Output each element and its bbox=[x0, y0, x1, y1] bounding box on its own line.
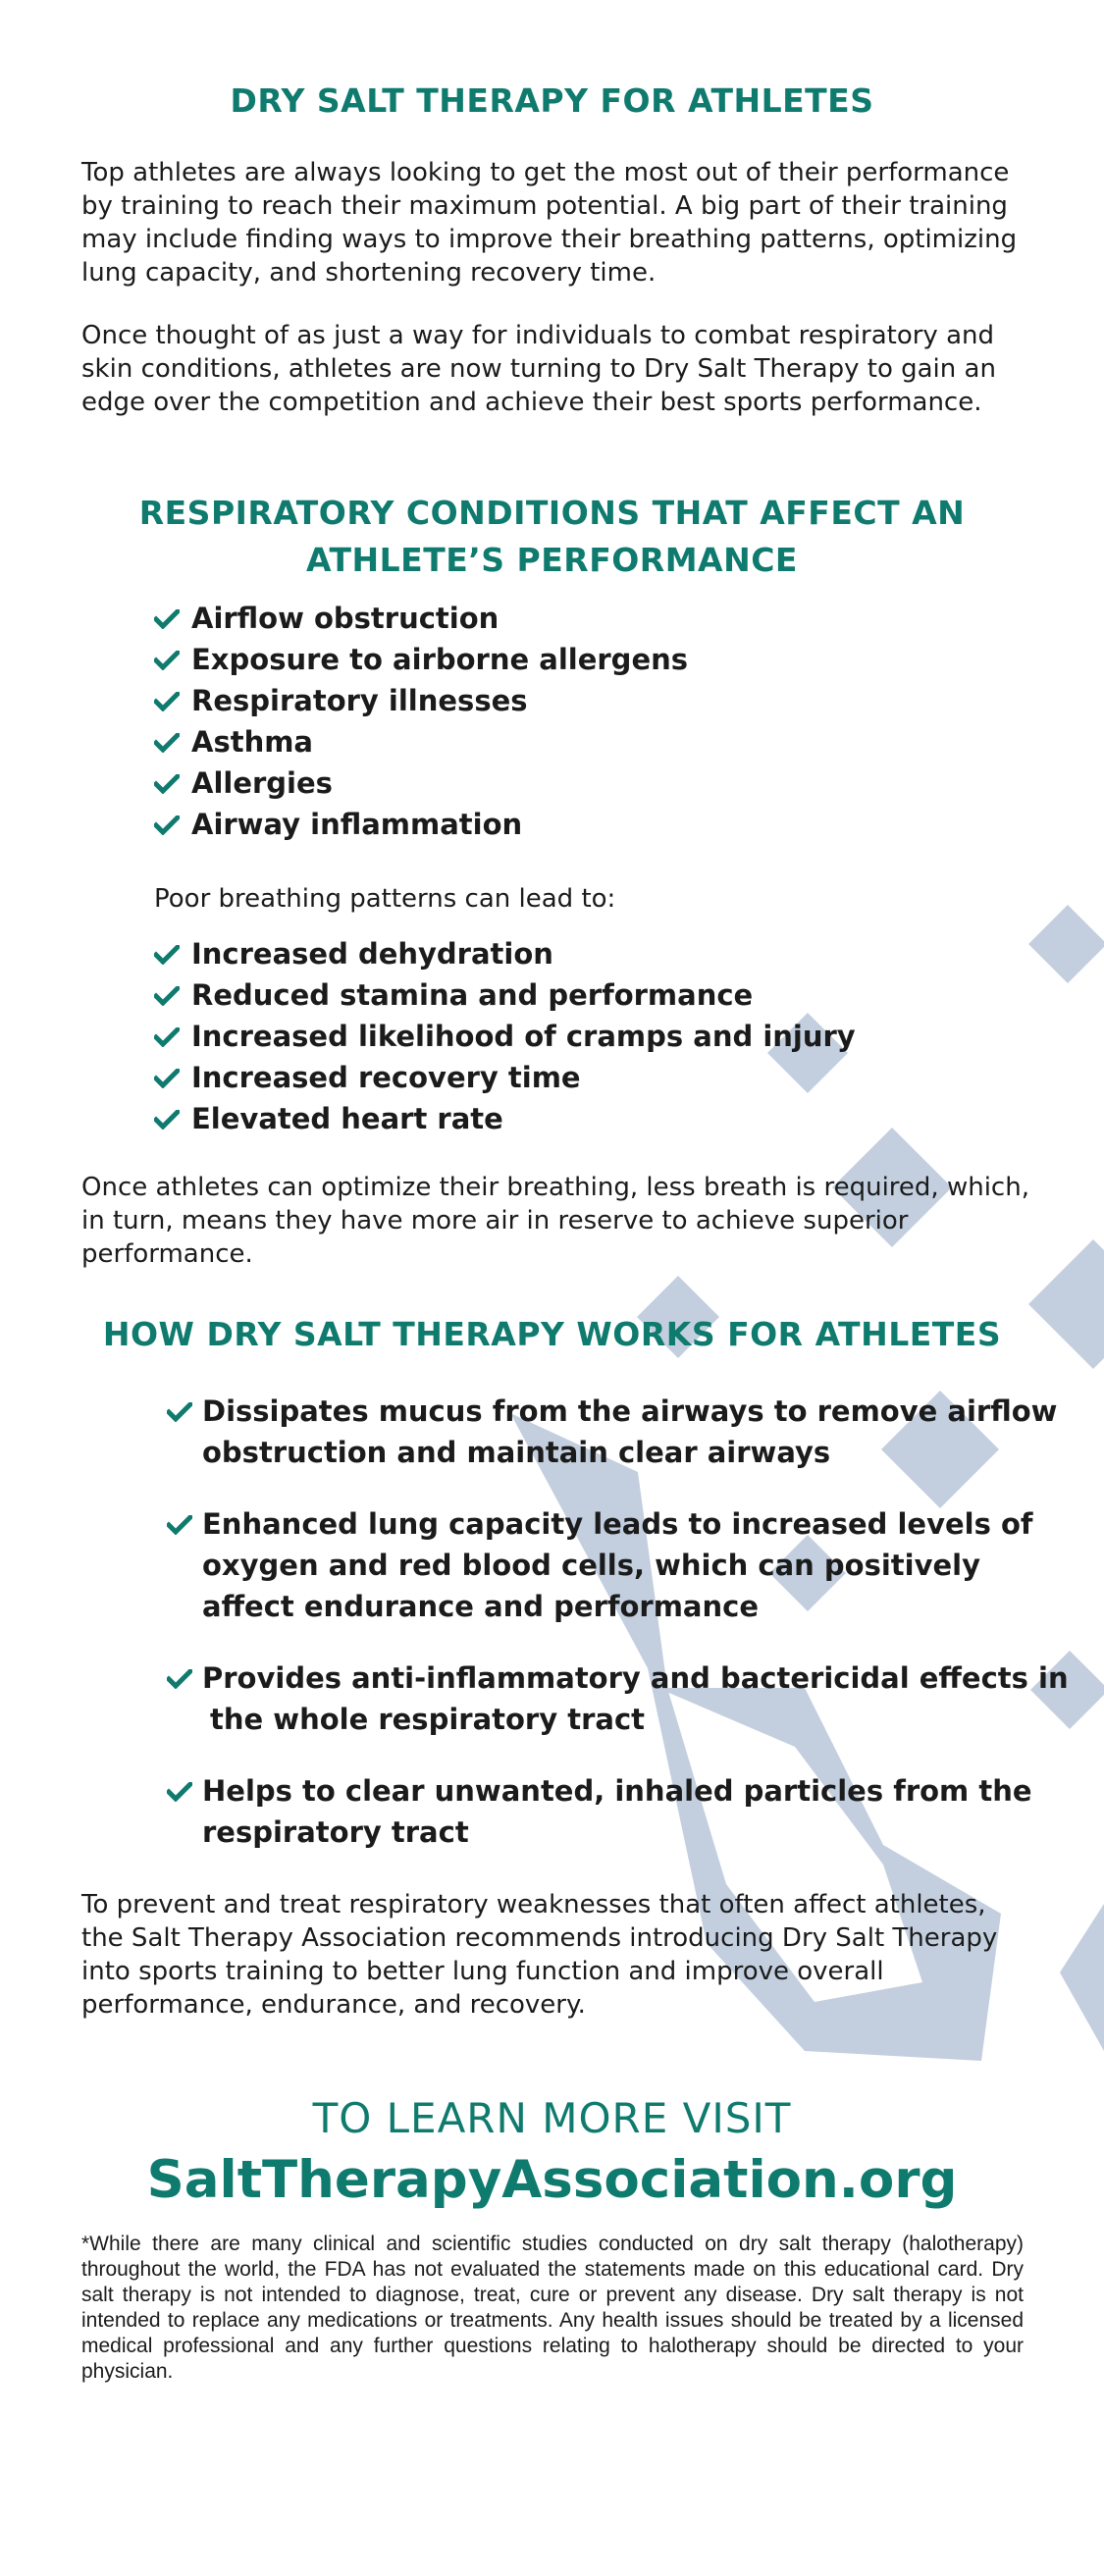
breathing-lead-text: Poor breathing patterns can lead to: bbox=[154, 884, 616, 914]
page-title: DRY SALT THERAPY FOR ATHLETES bbox=[230, 81, 874, 120]
disclaimer: *While there are many clinical and scientific studies conducted on dry salt therapy (halotherapy) throughout the world, the FDA has not evaluated the statements made on this educational card. Dry salt therapy is not intended to diagnose, treat, cure or prevent any disease. Dry salt therapy is not intended to replace any medications or treatments. Any health issues should be treated by a licensed medical professional and any further questions relating to halotherapy should be directed to your physician. bbox=[81, 2233, 1024, 2383]
checkmark-icon bbox=[167, 1515, 192, 1535]
intro-paragraph-1: Top athletes are always looking to get the most out of their performance by training to reach their maximum potential. A big part of their training may include finding ways to improve their breathing patterns, optimizing lung capacity, and shortening recovery time. bbox=[81, 158, 1018, 288]
list-item: Airway inflammation bbox=[154, 804, 688, 845]
list-item: Increased recovery time bbox=[154, 1057, 856, 1098]
list-item: Provides anti-inflammatory and bactericidal effects in the whole respiratory tract bbox=[167, 1657, 1069, 1740]
website-link[interactable]: SaltTherapyAssociation.org bbox=[146, 2150, 958, 2210]
works-heading: HOW DRY SALT THERAPY WORKS FOR ATHLETES bbox=[102, 1315, 1002, 1353]
diamond-shape bbox=[1028, 905, 1104, 983]
list-item: Airflow obstruction bbox=[154, 598, 688, 639]
list-item: Enhanced lung capacity leads to increased levels of oxygen and red blood cells, which can positively affect endurance and performance bbox=[167, 1503, 1069, 1627]
checkmark-icon bbox=[154, 609, 180, 629]
list-item: Helps to clear unwanted, inhaled particles from the respiratory tract bbox=[167, 1770, 1069, 1853]
closing-paragraph: To prevent and treat respiratory weaknesses that often affect athletes, the Salt Therapy Association recommends introducing Dry Salt Therapy into sports training to better lung function and improve overall performance, endurance, and recovery. bbox=[81, 1890, 998, 2020]
list-item: Increased dehydration bbox=[154, 933, 856, 974]
checkmark-icon bbox=[154, 1027, 180, 1047]
intro-paragraph-2: Once thought of as just a way for individuals to combat respiratory and skin conditions, athletes are now turning to Dry Salt Therapy to gain an edge over the competition and achieve their best sports performance. bbox=[81, 321, 996, 417]
breathing-summary: Once athletes can optimize their breathing, less breath is required, which, in turn, means they have more air in reserve to achieve superior performance. bbox=[81, 1173, 1029, 1269]
checkmark-icon bbox=[154, 692, 180, 711]
list-item: Asthma bbox=[154, 721, 688, 762]
works-list bbox=[167, 1391, 1069, 1883]
conditions-heading-line-1: RESPIRATORY CONDITIONS THAT AFFECT AN bbox=[138, 494, 966, 532]
diamond-shape bbox=[1060, 1904, 1104, 2051]
effects-list bbox=[154, 933, 856, 1139]
cta-label: TO LEARN MORE VISIT bbox=[312, 2094, 792, 2142]
conditions-list bbox=[154, 598, 688, 845]
checkmark-icon bbox=[154, 945, 180, 965]
checkmark-icon bbox=[154, 815, 180, 835]
list-item: Reduced stamina and performance bbox=[154, 974, 856, 1016]
checkmark-icon bbox=[167, 1669, 192, 1689]
list-item: Allergies bbox=[154, 762, 688, 804]
checkmark-icon bbox=[154, 651, 180, 670]
list-item: Increased likelihood of cramps and injury bbox=[154, 1016, 856, 1057]
list-item: Exposure to airborne allergens bbox=[154, 639, 688, 680]
checkmark-icon bbox=[154, 774, 180, 794]
conditions-heading-line-2: ATHLETE’S PERFORMANCE bbox=[306, 541, 798, 579]
checkmark-icon bbox=[154, 986, 180, 1006]
checkmark-icon bbox=[154, 733, 180, 753]
list-item: Respiratory illnesses bbox=[154, 680, 688, 721]
checkmark-icon bbox=[154, 1069, 180, 1088]
checkmark-icon bbox=[167, 1402, 192, 1422]
checkmark-icon bbox=[167, 1782, 192, 1802]
list-item: Elevated heart rate bbox=[154, 1098, 856, 1139]
list-item: Dissipates mucus from the airways to remove airflow obstruction and maintain clear airways bbox=[167, 1391, 1069, 1473]
checkmark-icon bbox=[154, 1110, 180, 1130]
